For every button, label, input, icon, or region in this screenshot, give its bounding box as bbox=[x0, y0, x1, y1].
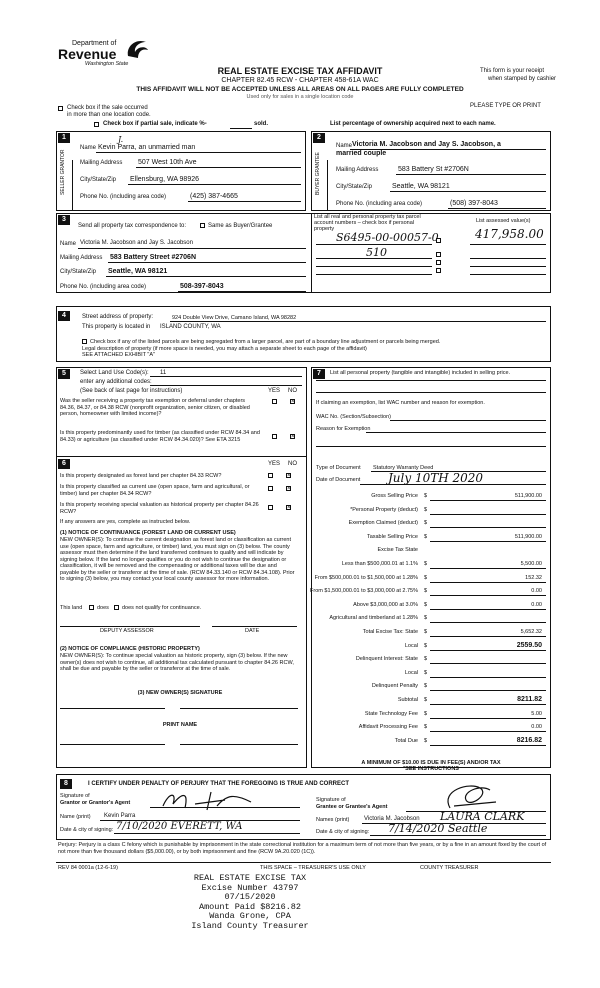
s6-if-yes: If any answers are yes, complete as instructed below. bbox=[60, 519, 191, 525]
receipt-note-2: when stamped by cashier bbox=[488, 76, 557, 82]
s1-city-value[interactable]: Ellensburg, WA 98926 bbox=[130, 176, 200, 183]
same-as-buyer-checkbox[interactable] bbox=[200, 223, 205, 228]
treasurer-use-label: THIS SPACE – TREASURER'S USE ONLY bbox=[260, 865, 366, 871]
seller-side-label: SELLER GRANTOR bbox=[60, 149, 66, 195]
tax-row-dollar: $ bbox=[424, 670, 428, 676]
located-label: This property is located in bbox=[82, 324, 151, 330]
see-back-note: (See back of last page for instructions) bbox=[80, 388, 183, 394]
s3-mail-value[interactable]: 583 Battery Street #2706N bbox=[110, 254, 196, 261]
notice1-title: (1) NOTICE OF CONTINUANCE (FOREST LAND OR CURRENT USE) bbox=[60, 530, 236, 536]
land-use-label: Select Land Use Code(s): bbox=[80, 370, 149, 376]
stamp-line-2: Excise Number 43797 bbox=[201, 882, 299, 893]
parcel-hdr-2: account numbers – check box if personal bbox=[314, 220, 414, 226]
grantor-date-value[interactable]: 7/10/2020 EVERETT, WA bbox=[116, 821, 243, 832]
s6-q2-no-checkbox[interactable]: × bbox=[287, 486, 291, 492]
s2-name-value-2[interactable]: married couple bbox=[336, 150, 387, 157]
reason-label: Reason for Exemption bbox=[316, 426, 371, 432]
s6-q2-yes-checkbox[interactable] bbox=[268, 486, 273, 491]
section-6-number: 6 bbox=[58, 459, 70, 469]
section-5-number: 5 bbox=[58, 369, 70, 379]
s6-yes: YES bbox=[268, 461, 281, 467]
s6-q2: Is this property classified as current use (open space, farm and agricultural, or timber) land per chapter 84.34 RCW? bbox=[60, 484, 250, 497]
tax-row-value[interactable]: 5.00 bbox=[531, 711, 542, 717]
section-3-number: 3 bbox=[58, 215, 70, 225]
parcel-hdr-3: property bbox=[314, 226, 335, 232]
segregated-checkbox[interactable] bbox=[82, 339, 87, 344]
notice1-body: NEW OWNER(S): To continue the current designation as forest land or classification as current use (open space, farm and agriculture, or timber) land, you must sign on (3) below. The county assessor must then determine if the land transferred continues to qualify and will indicate by signing below. If the land no longer qualifies or you do not wish to continue the designation or classification, it will be removed and the compensating or additional taxes will be due and payable by the seller or transferor at the time of sale. (RCW 84.33.140 or RCW 84.34.108). Prior to signing (3) below, you may contact your local county assessor for more information. bbox=[60, 537, 295, 582]
section-1-number: 1 bbox=[58, 133, 70, 143]
deputy-assessor-label: DEPUTY ASSESSOR bbox=[100, 628, 154, 634]
grantor-date-label: Date & city of signing: bbox=[60, 827, 114, 833]
see-exhibit[interactable]: SEE ATTACHED EXHIBIT "A" bbox=[82, 352, 155, 358]
grantee-signature[interactable] bbox=[410, 780, 510, 812]
perjury-statement: Perjury: Perjury is a class C felony which is punishable by imprisonment in the state correctional institution for a maximum term of not more than five years, or by a fine in an amount fixed by the court of not more than five thousand dollars ($5,000.00), or by both imprisonment and fine (RCW 9A.20.020 (1C)). bbox=[58, 842, 547, 855]
s2-city-label: City/State/Zip bbox=[336, 184, 373, 190]
tax-row-dollar: $ bbox=[424, 588, 428, 594]
notice2-body: NEW OWNER(S): To continue special valuation as historic property, sign (3) below. If the new owner(s) does not wish to continue, all additional tax calculated pursuant to chapter 84.26 RCW, shall be due and payable by the seller or transferor at the time of sale. bbox=[60, 653, 294, 672]
street-value[interactable]: 924 Double View Drive, Camano Island, WA 98282 bbox=[172, 315, 297, 321]
s6-q3-no-checkbox[interactable]: × bbox=[287, 505, 291, 511]
s6-q3: Is this property receiving special valuation as historical property per chapter 84.26 RCW? bbox=[60, 502, 259, 515]
partial-percent-field[interactable] bbox=[230, 128, 252, 129]
stamp-line-1: REAL ESTATE EXCISE TAX bbox=[193, 873, 307, 883]
s6-q1-yes-checkbox[interactable] bbox=[268, 473, 273, 478]
form-chapter: CHAPTER 82.45 RCW - CHAPTER 458-61A WAC bbox=[221, 77, 379, 84]
s2-city-value[interactable]: Seattle, WA 98121 bbox=[392, 183, 450, 190]
minimum-due-note: A MINIMUM OF $10.00 IS DUE IN FEE(S) AND/OR TAX bbox=[361, 760, 501, 766]
s3-phone-label: Phone No. (including area code) bbox=[60, 284, 147, 290]
s3-name-label: Name bbox=[60, 241, 77, 247]
land-use-value[interactable]: 11 bbox=[160, 370, 167, 376]
does-label: does bbox=[97, 605, 109, 611]
s5-q1: Was the seller receiving a property tax exemption or deferral under chapters 84.36, 84.37, or 84.38 RCW (nonprofit organization, senior citizen, or disabled person, homeowner with limited income)? bbox=[60, 398, 250, 417]
logo-dept: Department of bbox=[72, 40, 117, 47]
s6-q1-no-checkbox[interactable]: × bbox=[287, 473, 291, 479]
grantee-sig-label-2: Grantee or Grantee's Agent bbox=[316, 804, 388, 810]
tax-row-label: Affidavit Processing Fee bbox=[358, 724, 418, 730]
grantor-sig-label-1: Signature of bbox=[60, 793, 90, 799]
stamp-line-3: 07/15/2020 bbox=[224, 892, 276, 902]
claiming-exemption-label: If claiming an exemption, list WAC number and reason for exemption. bbox=[316, 400, 485, 406]
s5-q2: Is this property predominantly used for timber (as classified under RCW 84.34 and 84.33) or agriculture (as classified under RCW 84.34.020)? See ETA 3215 bbox=[60, 430, 260, 443]
parcel-hdr-1: List all real and personal property tax parcel bbox=[314, 214, 421, 220]
doc-date-value[interactable]: July 10TH 2020 bbox=[388, 471, 484, 485]
s3-city-label: City/State/Zip bbox=[60, 269, 97, 275]
s3-name-value[interactable]: Victoria M. Jacobson and Jay S. Jacobson bbox=[80, 240, 193, 246]
tax-row-value[interactable]: 2559.50 bbox=[516, 642, 542, 649]
partial-sale-checkbox[interactable] bbox=[94, 122, 99, 127]
additional-codes-label: enter any additional codes: bbox=[80, 379, 152, 385]
s1-mail-value[interactable]: 507 West 10th Ave bbox=[138, 159, 197, 166]
s3-phone-value[interactable]: 508-397-8043 bbox=[180, 283, 224, 290]
s2-name-value[interactable]: Victoria M. Jacobson and Jay S. Jacobson, a bbox=[352, 141, 501, 148]
s1-phone-value[interactable]: (425) 387-4665 bbox=[190, 193, 238, 200]
tax-row-dollar: $ bbox=[424, 697, 428, 703]
print-name-1[interactable] bbox=[60, 744, 165, 745]
s6-q1: Is this property designated as forest land per chapter 84.33 RCW? bbox=[60, 473, 222, 479]
s5-q2-yes-checkbox[interactable] bbox=[272, 434, 277, 439]
multi-location-label-2: in more than one location code. bbox=[67, 112, 151, 118]
section-2-number: 2 bbox=[313, 133, 325, 143]
county-treasurer-label: COUNTY TREASURER bbox=[420, 865, 479, 871]
s1-phone-label: Phone No. (including area code) bbox=[80, 194, 167, 200]
form-title: REAL ESTATE EXCISE TAX AFFIDAVIT bbox=[217, 66, 383, 76]
grantee-sig-label-1: Signature of bbox=[316, 797, 346, 803]
s1-name-label: Name bbox=[80, 145, 97, 151]
section-7-number: 7 bbox=[313, 369, 325, 379]
list-percentage-note: List percentage of ownership acquired next to each name. bbox=[330, 121, 496, 127]
tax-row-value[interactable]: 0.00 bbox=[531, 724, 542, 730]
tax-row-label: Local bbox=[404, 643, 418, 649]
legal-desc-label: Legal description of property (if more space is needed, you may attach a separate sheet to each page of the affidavit) bbox=[82, 346, 367, 352]
tax-row-dollar: $ bbox=[424, 575, 428, 581]
tax-row-dollar: $ bbox=[424, 629, 428, 635]
logo-name: Revenue bbox=[58, 46, 117, 62]
s5-yes: YES bbox=[268, 388, 281, 394]
tax-row-label: Less than $500,000.01 at 1.1% bbox=[341, 561, 418, 567]
tax-row-dollar: $ bbox=[424, 493, 428, 499]
tax-row-dollar: $ bbox=[424, 656, 428, 662]
tax-row-label: Total Due bbox=[394, 738, 418, 744]
s2-phone-value[interactable]: (508) 397-8043 bbox=[450, 200, 498, 207]
tax-row-label: Agricultural and timberland at 1.28% bbox=[329, 615, 418, 621]
s1-name-mark: J. bbox=[118, 135, 124, 144]
parcel-2-value[interactable]: 510 bbox=[366, 246, 387, 259]
s6-no: NO bbox=[288, 461, 297, 467]
doc-type-value[interactable]: Statutory Warranty Deed bbox=[373, 465, 434, 471]
tax-row-label: Exemption Claimed (deduct) bbox=[348, 520, 418, 526]
s5-q1-no-checkbox[interactable]: × bbox=[291, 399, 295, 405]
notice2-title: (2) NOTICE OF COMPLIANCE (HISTORIC PROPERTY) bbox=[60, 646, 200, 652]
tax-row-dollar: $ bbox=[424, 711, 428, 717]
tax-row-value[interactable]: 5,500.00 bbox=[520, 561, 542, 567]
print-name-title: PRINT NAME bbox=[162, 722, 198, 728]
multi-location-checkbox[interactable] bbox=[58, 106, 63, 111]
tax-row-dollar: $ bbox=[424, 615, 428, 621]
tax-row-label: Delinquent Interest: State bbox=[355, 656, 418, 662]
grantee-name-value[interactable]: Victoria M. Jacobson bbox=[364, 816, 420, 822]
tax-row-dollar: $ bbox=[424, 602, 428, 608]
s5-q1-yes-checkbox[interactable] bbox=[272, 399, 277, 404]
s2-mail-value[interactable]: 583 Battery St #2706N bbox=[398, 166, 469, 173]
segregated-label: Check box if any of the listed parcels are being segregated from a larger parcel, are part of a boundary line adjustment or parcels being merged. bbox=[90, 339, 441, 345]
tax-row-dollar: $ bbox=[424, 561, 428, 567]
s2-mail-label: Mailing Address bbox=[336, 167, 379, 173]
tax-row-label: From $500,000.01 to $1,500,000 at 1.28% bbox=[314, 575, 418, 581]
stamp-line-6: Island County Treasurer bbox=[191, 920, 309, 931]
wac-label: WAC No. (Section/Subsection) bbox=[316, 414, 391, 420]
assessed-1-value[interactable]: 417,958.00 bbox=[475, 227, 544, 241]
stamp-line-5: Wanda Grone, CPA bbox=[209, 911, 291, 921]
see-instructions-note: *SEE INSTRUCTIONS bbox=[403, 766, 459, 772]
parcel-1-value[interactable]: S6495-00-00057-0 bbox=[336, 231, 439, 244]
new-owner-sig-1[interactable] bbox=[60, 708, 165, 709]
tax-row-label: *Personal Property (deduct) bbox=[350, 507, 418, 513]
street-label: Street address of property: bbox=[82, 314, 154, 320]
doc-date-label: Date of Document bbox=[316, 477, 361, 483]
grantor-sig-label-2: Grantor or Grantor's Agent bbox=[60, 800, 131, 806]
stamp-line-4: Amount Paid $8216.82 bbox=[198, 901, 302, 912]
logo-state: Washington State bbox=[85, 61, 129, 67]
partial-sale-label: Check box if partial sale, indicate %- bbox=[103, 121, 207, 127]
tax-row-value[interactable]: 8216.82 bbox=[516, 737, 542, 744]
grantee-name-hand[interactable]: LAURA CLARK bbox=[440, 810, 525, 823]
tax-row-label: Local bbox=[404, 670, 418, 676]
date-label: DATE bbox=[245, 628, 260, 634]
dor-logo bbox=[58, 40, 128, 68]
grantor-name-label: Name (print) bbox=[60, 814, 91, 820]
tax-row-label: Total Excise Tax: State bbox=[362, 629, 418, 635]
wac-field[interactable] bbox=[390, 420, 546, 421]
tax-row-label: Gross Selling Price bbox=[371, 493, 418, 499]
located-value[interactable]: ISLAND COUNTY, WA bbox=[160, 324, 221, 330]
dor-swoosh-icon bbox=[124, 38, 154, 62]
new-owner-sig-2[interactable] bbox=[180, 708, 298, 709]
tax-row-value[interactable]: 0.00 bbox=[531, 602, 542, 608]
does-not-label: does not qualify for continuance. bbox=[122, 605, 202, 611]
tax-row-value[interactable]: 511,900.00 bbox=[514, 534, 542, 540]
buyer-side-label: BUYER GRANTEE bbox=[315, 152, 321, 195]
this-land-label: This land bbox=[60, 605, 83, 611]
reason-field[interactable] bbox=[366, 432, 546, 433]
s3-city-value[interactable]: Seattle, WA 98121 bbox=[108, 268, 168, 275]
doc-type-label: Type of Document bbox=[316, 465, 361, 471]
tax-row-dollar: $ bbox=[424, 683, 428, 689]
tax-row-label: Excise Tax State bbox=[377, 547, 418, 553]
grantee-date-label: Date & city of signing: bbox=[316, 829, 370, 835]
s3-mail-label: Mailing Address bbox=[60, 255, 103, 261]
grantee-names-label: Names (print) bbox=[316, 817, 350, 823]
form-warning: THIS AFFIDAVIT WILL NOT BE ACCEPTED UNLESS ALL AREAS ON ALL PAGES ARE FULLY COMPLETED bbox=[136, 86, 464, 93]
section-4-number: 4 bbox=[58, 311, 70, 321]
grantee-date-value[interactable]: 7/14/2020 Seattle bbox=[388, 822, 488, 835]
tax-row-dollar: $ bbox=[424, 738, 428, 744]
tax-row-dollar: $ bbox=[424, 643, 428, 649]
tax-row-label: From $1,500,000.01 to $3,000,000 at 2.75% bbox=[310, 588, 418, 594]
sold-label: sold. bbox=[254, 121, 269, 127]
single-location: Used only for sales in a single location code bbox=[246, 94, 354, 100]
tax-row-dollar: $ bbox=[424, 507, 428, 513]
s5-q2-no-checkbox[interactable]: × bbox=[291, 434, 295, 440]
parcel-3-personal-checkbox[interactable] bbox=[436, 260, 441, 265]
parcel-2-personal-checkbox[interactable] bbox=[436, 252, 441, 257]
tax-row-value[interactable]: 5,652.32 bbox=[520, 629, 542, 635]
tax-row-value[interactable]: 152.32 bbox=[525, 575, 542, 581]
tax-row-value[interactable]: 511,900.00 bbox=[514, 493, 542, 499]
s1-city-label: City/State/Zip bbox=[80, 177, 117, 183]
s5-no: NO bbox=[288, 388, 297, 394]
s1-mail-label: Mailing Address bbox=[80, 160, 123, 166]
s2-phone-label: Phone No. (including area code) bbox=[336, 201, 423, 207]
tax-row-dollar: $ bbox=[424, 724, 428, 730]
parcel-4-personal-checkbox[interactable] bbox=[436, 268, 441, 273]
tax-row-label: Taxable Selling Price bbox=[366, 534, 418, 540]
grantor-signature[interactable] bbox=[155, 788, 275, 812]
new-owner-sig-title: (3) NEW OWNER(S) SIGNATURE bbox=[137, 690, 223, 696]
s3-send-label: Send all property tax correspondence to: bbox=[78, 223, 187, 229]
tax-row-label: Above $3,000,000 at 3.0% bbox=[353, 602, 418, 608]
s6-q3-yes-checkbox[interactable] bbox=[268, 505, 273, 510]
assessed-hdr: List assessed value(s) bbox=[476, 218, 531, 224]
tax-row-label: Delinquent Penalty bbox=[371, 683, 418, 689]
parcel-1-personal-checkbox[interactable] bbox=[436, 238, 441, 243]
land-does-checkbox[interactable] bbox=[89, 605, 94, 610]
receipt-note-1: This form is your receipt bbox=[480, 68, 545, 74]
tax-row-dollar: $ bbox=[424, 520, 428, 526]
land-does-not-checkbox[interactable] bbox=[114, 605, 119, 610]
tax-row-label: State Technology Fee bbox=[364, 711, 418, 717]
certify-statement: I CERTIFY UNDER PENALTY OF PERJURY THAT THE FOREGOING IS TRUE AND CORRECT bbox=[88, 781, 350, 787]
tax-row-dollar: $ bbox=[424, 534, 428, 540]
treasurer-stamp bbox=[140, 874, 360, 931]
print-name-2[interactable] bbox=[180, 744, 298, 745]
same-as-buyer-label: Same as Buyer/Grantee bbox=[208, 223, 273, 229]
grantor-name-value[interactable]: Kevin Parra bbox=[104, 813, 136, 819]
type-or-print: PLEASE TYPE OR PRINT bbox=[470, 103, 541, 109]
section-8-number: 8 bbox=[60, 779, 72, 789]
personal-property-label: List all personal property (tangible and intangible) included in selling price. bbox=[330, 370, 511, 376]
s1-name-value[interactable]: Kevin Parra, an unmarried man bbox=[98, 144, 196, 151]
tax-row-label: Subtotal bbox=[397, 697, 418, 703]
rev-number: REV 84 0001a (12-6-19) bbox=[58, 865, 118, 871]
tax-row-value[interactable]: 8211.82 bbox=[517, 696, 542, 703]
tax-row-value[interactable]: 0.00 bbox=[531, 588, 542, 594]
s2-name-label: Name bbox=[336, 143, 353, 149]
multi-location-label-1: Check box if the sale occurred bbox=[67, 105, 148, 111]
